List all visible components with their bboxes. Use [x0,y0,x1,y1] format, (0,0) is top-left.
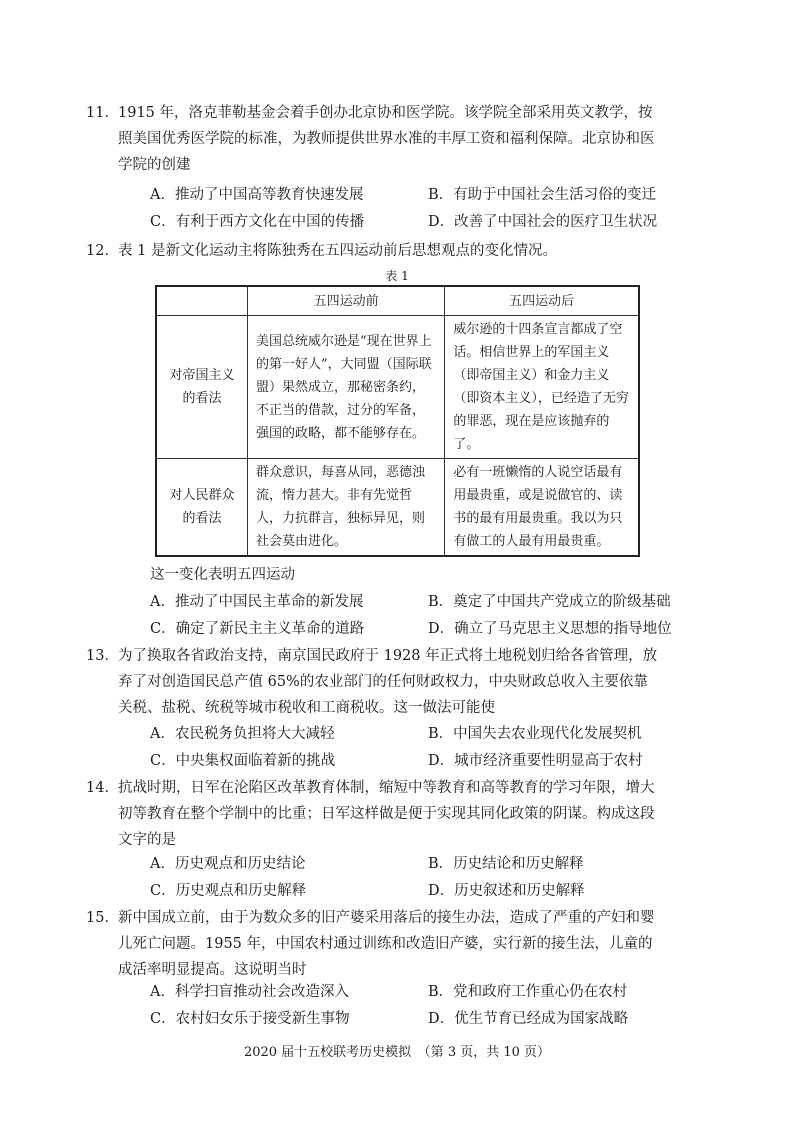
question-stem: 抗战时期，日军在沦陷区改革教育体制，缩短中等教育和高等教育的学习年限，增大初等教育在整个学制中的比重；日军这样做是便于实现其同化政策的阴谋。构成这段文字的是 [118,780,655,848]
page-footer: 2020 届十五校联考历史模拟 （第 3 页，共 10 页） [243,1045,551,1060]
question-15-options [150,980,670,1034]
question-13 [86,643,658,721]
option-b: B．奠定了中国共产党成立的阶级基础 [428,594,671,610]
table-caption: 表 1 [385,269,409,283]
option-d: D．优生节育已经成为国家战略 [428,1011,629,1027]
option-b: B．历史结论和历史解释 [428,856,584,872]
option-c: C．确定了新民主主义革命的道路 [150,621,365,637]
option-b: B．中国失去农业现代化发展契机 [428,726,642,742]
row-label: 对人民群众的看法 [156,459,248,557]
table-corner-cell [156,286,248,316]
question-14-options [150,852,670,906]
option-d: D．确立了马克思主义思想的指导地位 [428,621,672,637]
question-number: 14． [86,780,119,796]
cell-before: 美国总统威尔逊是“现在世界上的第一好人”，大同盟（国际联盟）果然成立，那秘密条约，不正当的借款，过分的军备，强国的政略，都不能够存在。 [248,316,445,459]
question-stem: 为了换取各省政治支持，南京国民政府于 1928 年正式将土地税划归给各省管理，放弃了对创造国民总产值 65%的农业部门的任何财政权力，中央财政总收入主要依靠关税、盐税、统税等城市税收和工商税收。这一做法可能使 [118,648,658,716]
option-c: C．有利于西方文化在中国的传播 [150,214,365,230]
option-a: A．科学扫盲推动社会改造深入 [150,984,349,1000]
question-number: 15． [86,910,119,926]
option-b: B．党和政府工作重心仍在农村 [428,984,628,1000]
question-14 [86,775,658,853]
column-header-before: 五四运动前 [248,286,445,316]
option-a: A．农民税务负担将大大减轻 [150,726,335,742]
option-d: D．改善了中国社会的医疗卫生状况 [428,214,658,230]
question-11-options [150,183,670,237]
table-row [156,316,639,459]
question-number: 12． [86,243,119,259]
cell-after: 威尔逊的十四条宣言都成了空话。相信世界上的军国主义（即帝国主义）和金力主义（即资本主义），已经造了无穷的罪恶，现在是应该抛弃的了。 [445,316,639,459]
option-b: B．有助于中国社会生活习俗的变迁 [428,187,657,203]
question-stem: 表 1 是新文化运动主将陈独秀在五四运动前后思想观点的变化情况。 [118,243,557,259]
question-15 [86,905,658,983]
cell-after: 必有一班懒惰的人说空话最有用最贵重，或是说做官的、读书的最有用最贵重。我以为只有做工的人最有用最贵重。 [445,459,639,557]
option-a: A．历史观点和历史结论 [150,856,306,872]
question-12 [86,238,658,264]
question-stem: 1915 年，洛克菲勒基金会着手创办北京协和医学院。该学院全部采用英文教学，按照美国优秀医学院的标准，为教师提供世界水准的丰厚工资和福利保障。北京协和医学院的创建 [118,105,655,173]
option-c: C．中央集权面临着新的挑战 [150,753,336,769]
question-12-stem-continued: 这一变化表明五四运动 [150,567,295,583]
table-header-row [156,286,639,316]
row-label: 对帝国主义的看法 [156,316,248,459]
column-header-after: 五四运动后 [445,286,639,316]
question-number: 11． [86,105,119,121]
option-d: D．城市经济重要性明显高于农村 [428,753,643,769]
option-c: C．历史观点和历史解释 [150,883,307,899]
question-number: 13． [86,648,119,664]
cell-before: 群众意识，每喜从同，恶德浊流，惰力甚大。非有先觉哲人，力抗群言，独标异见，则社会莫由进化。 [248,459,445,557]
comparison-table [155,285,640,557]
question-11 [86,100,658,178]
table-row [156,459,639,557]
question-stem: 新中国成立前，由于为数众多的旧产婆采用落后的接生办法，造成了严重的产妇和婴儿死亡问题。1955 年，中国农村通过训练和改造旧产婆，实行新的接生法，儿童的成活率明显提高。这说明当时 [118,910,655,978]
option-d: D．历史叙述和历史解释 [428,883,585,899]
question-12-options [150,590,670,644]
option-c: C．农村妇女乐于接受新生事物 [150,1011,350,1027]
question-13-options [150,722,670,776]
option-a: A．推动了中国民主革命的新发展 [150,594,364,610]
option-a: A．推动了中国高等教育快速发展 [150,187,364,203]
